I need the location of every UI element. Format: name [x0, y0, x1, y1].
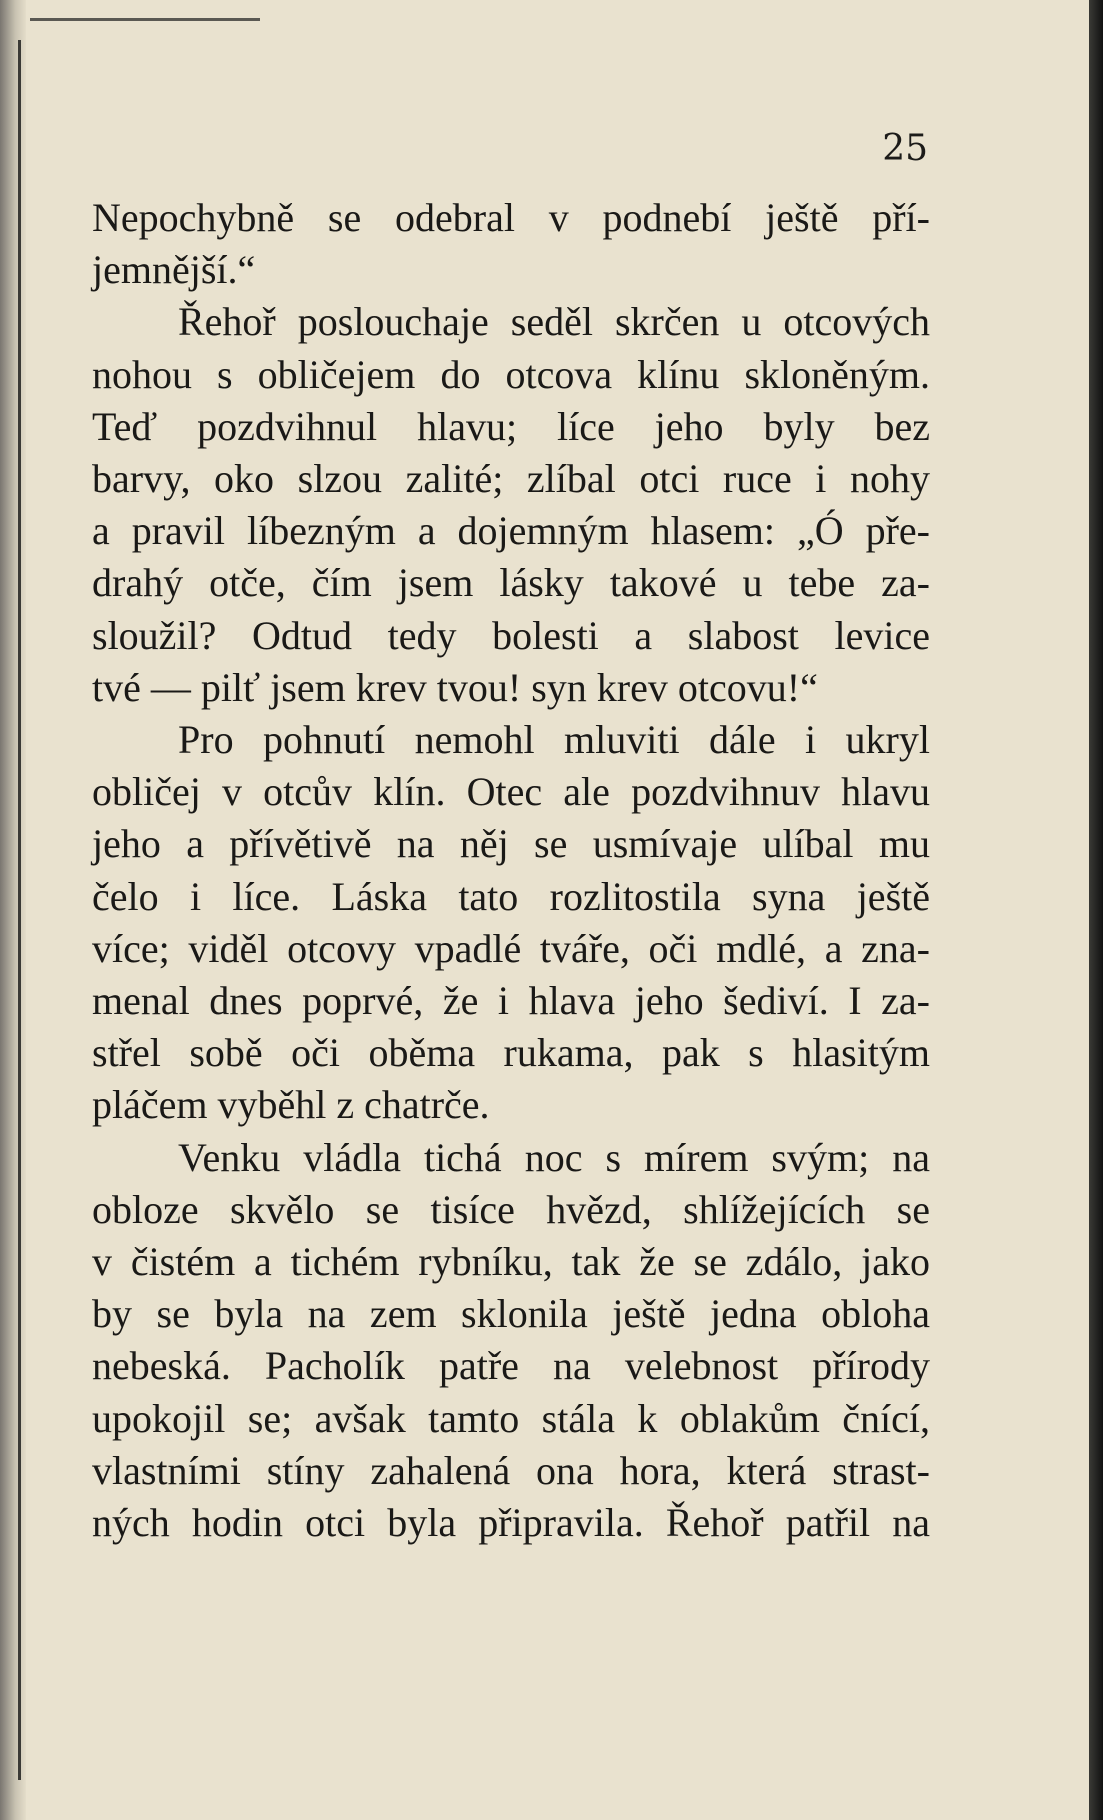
text-line: jemnější.“: [92, 247, 256, 293]
text-line: nohou s obličejem do otcova klínu skloněným.: [92, 351, 930, 397]
text-line: střel sobě oči oběma rukama, pak s hlasitým: [92, 1030, 930, 1076]
text-line: čelo i líce. Láska tato rozlitostila syna ještě: [92, 873, 930, 919]
text-line: Venku vládla tichá noc s mírem svým; na: [178, 1134, 930, 1180]
page-number: 25: [882, 128, 928, 169]
text-line: tvé — pilť jsem krev tvou! syn krev otcovu!“: [92, 664, 818, 710]
text-line: upokojil se; avšak tamto stála k oblakům čnící,: [92, 1395, 930, 1441]
text-line: pláčem vyběhl z chatrče.: [92, 1082, 490, 1128]
text-line: drahý otče, čím jsem lásky takové u tebe za-: [92, 560, 930, 606]
text-line: barvy, oko slzou zalité; zlíbal otci ruce i nohy: [92, 456, 930, 502]
text-line: by se byla na zem sklonila ještě jedna obloha: [92, 1291, 930, 1337]
text-line: sloužil? Odtud tedy bolesti a slabost levice: [92, 612, 930, 658]
text-line: v čistém a tichém rybníku, tak že se zdálo, jako: [92, 1239, 930, 1285]
text-line: obličej v otcův klín. Otec ale pozdvihnuv hlavu: [92, 769, 930, 815]
text-line: více; viděl otcovy vpadlé tváře, oči mdlé, a zna-: [92, 925, 930, 971]
text-line: Teď pozdvihnul hlavu; líce jeho byly bez: [92, 403, 930, 449]
text-line: obloze skvělo se tisíce hvězd, shlížejících se: [92, 1186, 930, 1232]
body-text: [92, 192, 930, 1549]
text-line: a pravil líbezným a dojemným hlasem: „Ó pře-: [92, 508, 930, 554]
text-line: Nepochybně se odebral v podnebí ještě pří-: [92, 195, 930, 240]
text-line: Pro pohnutí nemohl mluviti dále i ukryl: [178, 717, 930, 763]
scan-edge-left: [0, 0, 26, 1820]
text-line: menal dnes poprvé, že i hlava jeho šediví. I za-: [92, 978, 930, 1024]
top-rule: [30, 18, 260, 21]
scan-edge-right: [1089, 0, 1103, 1820]
text-line: vlastními stíny zahalená ona hora, která strast-: [92, 1447, 930, 1493]
text-line: Řehoř poslouchaje seděl skrčen u otcových: [178, 299, 930, 345]
text-line: ných hodin otci byla připravila. Řehoř patřil na: [92, 1500, 930, 1546]
text-line: jeho a přívětivě na něj se usmívaje ulíbal mu: [92, 821, 930, 867]
text-line: nebeská. Pacholík patře na velebnost přírody: [92, 1343, 930, 1389]
binding-rule: [18, 40, 21, 1780]
